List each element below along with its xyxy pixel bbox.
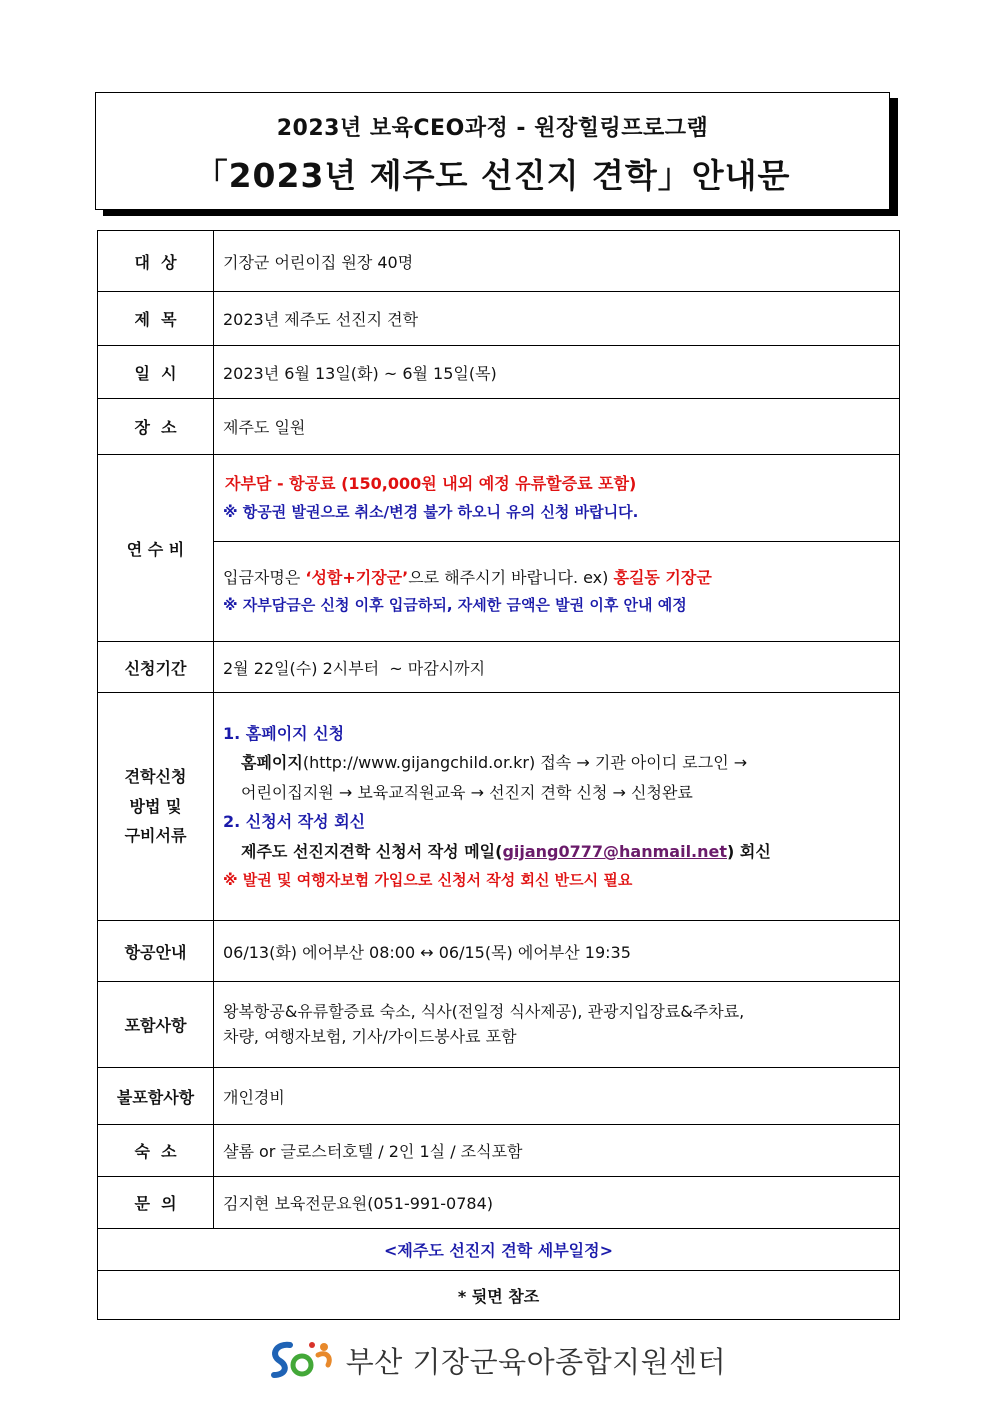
value-date: 2023년 6월 13일(화) ~ 6월 15일(목): [214, 346, 900, 399]
label-flight: 항공안내: [98, 921, 214, 982]
label-method: 견학신청 방법 및 구비서류: [98, 693, 214, 921]
value-included: 왕복항공&유류할증료 숙소, 식사(전일정 식사제공), 관광지입장료&주차료, 차량, 여행자보험, 기사/가이드봉사료 포함: [214, 982, 900, 1068]
fee-line-cost: 자부담 - 항공료 (150,000원 내외 예정 유류할증료 포함): [225, 474, 637, 494]
footer: [0, 1335, 992, 1385]
label-lodging: 숙 소: [98, 1125, 214, 1177]
value-period: 2월 22일(수) 2시부터 ~ 마감시까지: [214, 642, 900, 693]
method-step2-line: 제주도 선진지견학 신청서 작성 메일(gijang0777@hanmail.net) 회신: [241, 842, 771, 862]
label-inquiry: 문 의: [98, 1177, 214, 1229]
fee-line-deposit: 입금자명은 ‘성함+기장군’으로 해주시기 바랍니다. ex) 홍길동 기장군: [223, 567, 712, 587]
row-inquiry: [98, 1177, 900, 1229]
label-excluded: 불포함사항: [98, 1068, 214, 1125]
info-table: [97, 230, 900, 1320]
fee-line-notice: ※ 항공권 발권으로 취소/변경 불가 하오니 유의 신청 바랍니다.: [223, 502, 639, 521]
value-lodging: 샬롬 or 글로스터호텔 / 2인 1실 / 조식포함: [214, 1125, 900, 1177]
center-name: 부산 기장군육아종합지원센터: [345, 1344, 727, 1379]
label-period: 신청기간: [98, 642, 214, 693]
title-heading: 「2023년 제주도 선진지 견학」안내문: [194, 156, 791, 195]
method-note: ※ 발권 및 여행자보험 가입으로 신청서 작성 회신 반드시 필요: [223, 870, 633, 889]
row-subject: [98, 292, 900, 346]
fee-line-payment-note: ※ 자부담금은 신청 이후 입금하되, 자세한 금액은 발권 이후 안내 예정: [223, 596, 687, 615]
label-target: 대 상: [98, 231, 214, 292]
value-inquiry: 김지현 보육전문요원(051-991-0784): [214, 1177, 900, 1229]
row-excluded: [98, 1068, 900, 1125]
row-fee-2: [98, 542, 900, 642]
label-subject: 제 목: [98, 292, 214, 346]
row-method: [98, 693, 900, 921]
label-included: 포함사항: [98, 982, 214, 1068]
email-link[interactable]: gijang0777@hanmail.net: [502, 842, 728, 862]
schedule-note: * 뒷면 참조: [98, 1271, 900, 1320]
method-step1-line2: 어린이집지원 → 보육교직원교육 → 선진지 견학 신청 → 신청완료: [241, 782, 693, 802]
label-date: 일 시: [98, 346, 214, 399]
row-fee-1: [98, 455, 900, 542]
label-place: 장 소: [98, 399, 214, 455]
label-fee: 연 수 비: [98, 455, 214, 642]
schedule-title: <제주도 선진지 견학 세부일정>: [98, 1229, 900, 1271]
row-included: [98, 982, 900, 1068]
method-step2-title: 2. 신청서 작성 회신: [223, 812, 366, 832]
row-flight: [98, 921, 900, 982]
method-step1-title: 1. 홈페이지 신청: [223, 723, 345, 743]
value-place: 제주도 일원: [214, 399, 900, 455]
row-schedule-title: [98, 1229, 900, 1271]
row-target: [98, 231, 900, 292]
value-target: 기장군 어린이집 원장 40명: [214, 231, 900, 292]
fee-deposit: [214, 542, 900, 642]
title-subheading: 2023년 보육CEO과정 - 원장힐링프로그램: [276, 116, 709, 141]
value-flight: 06/13(화) 에어부산 08:00 ↔ 06/15(목) 에어부산 19:35: [214, 921, 900, 982]
method-step1-line1: 홈페이지(http://www.gijangchild.or.kr) 접속 → 기관 아이디 로그인 →: [241, 753, 748, 773]
row-place: [98, 399, 900, 455]
value-method: [214, 693, 900, 921]
value-excluded: 개인경비: [214, 1068, 900, 1125]
row-schedule-note: [98, 1271, 900, 1320]
row-lodging: [98, 1125, 900, 1177]
document-title-box: [95, 92, 890, 210]
center-logo-icon: [266, 1337, 338, 1383]
row-period: [98, 642, 900, 693]
row-date: [98, 346, 900, 399]
value-subject: 2023년 제주도 선진지 견학: [214, 292, 900, 346]
fee-cost: [214, 455, 900, 542]
